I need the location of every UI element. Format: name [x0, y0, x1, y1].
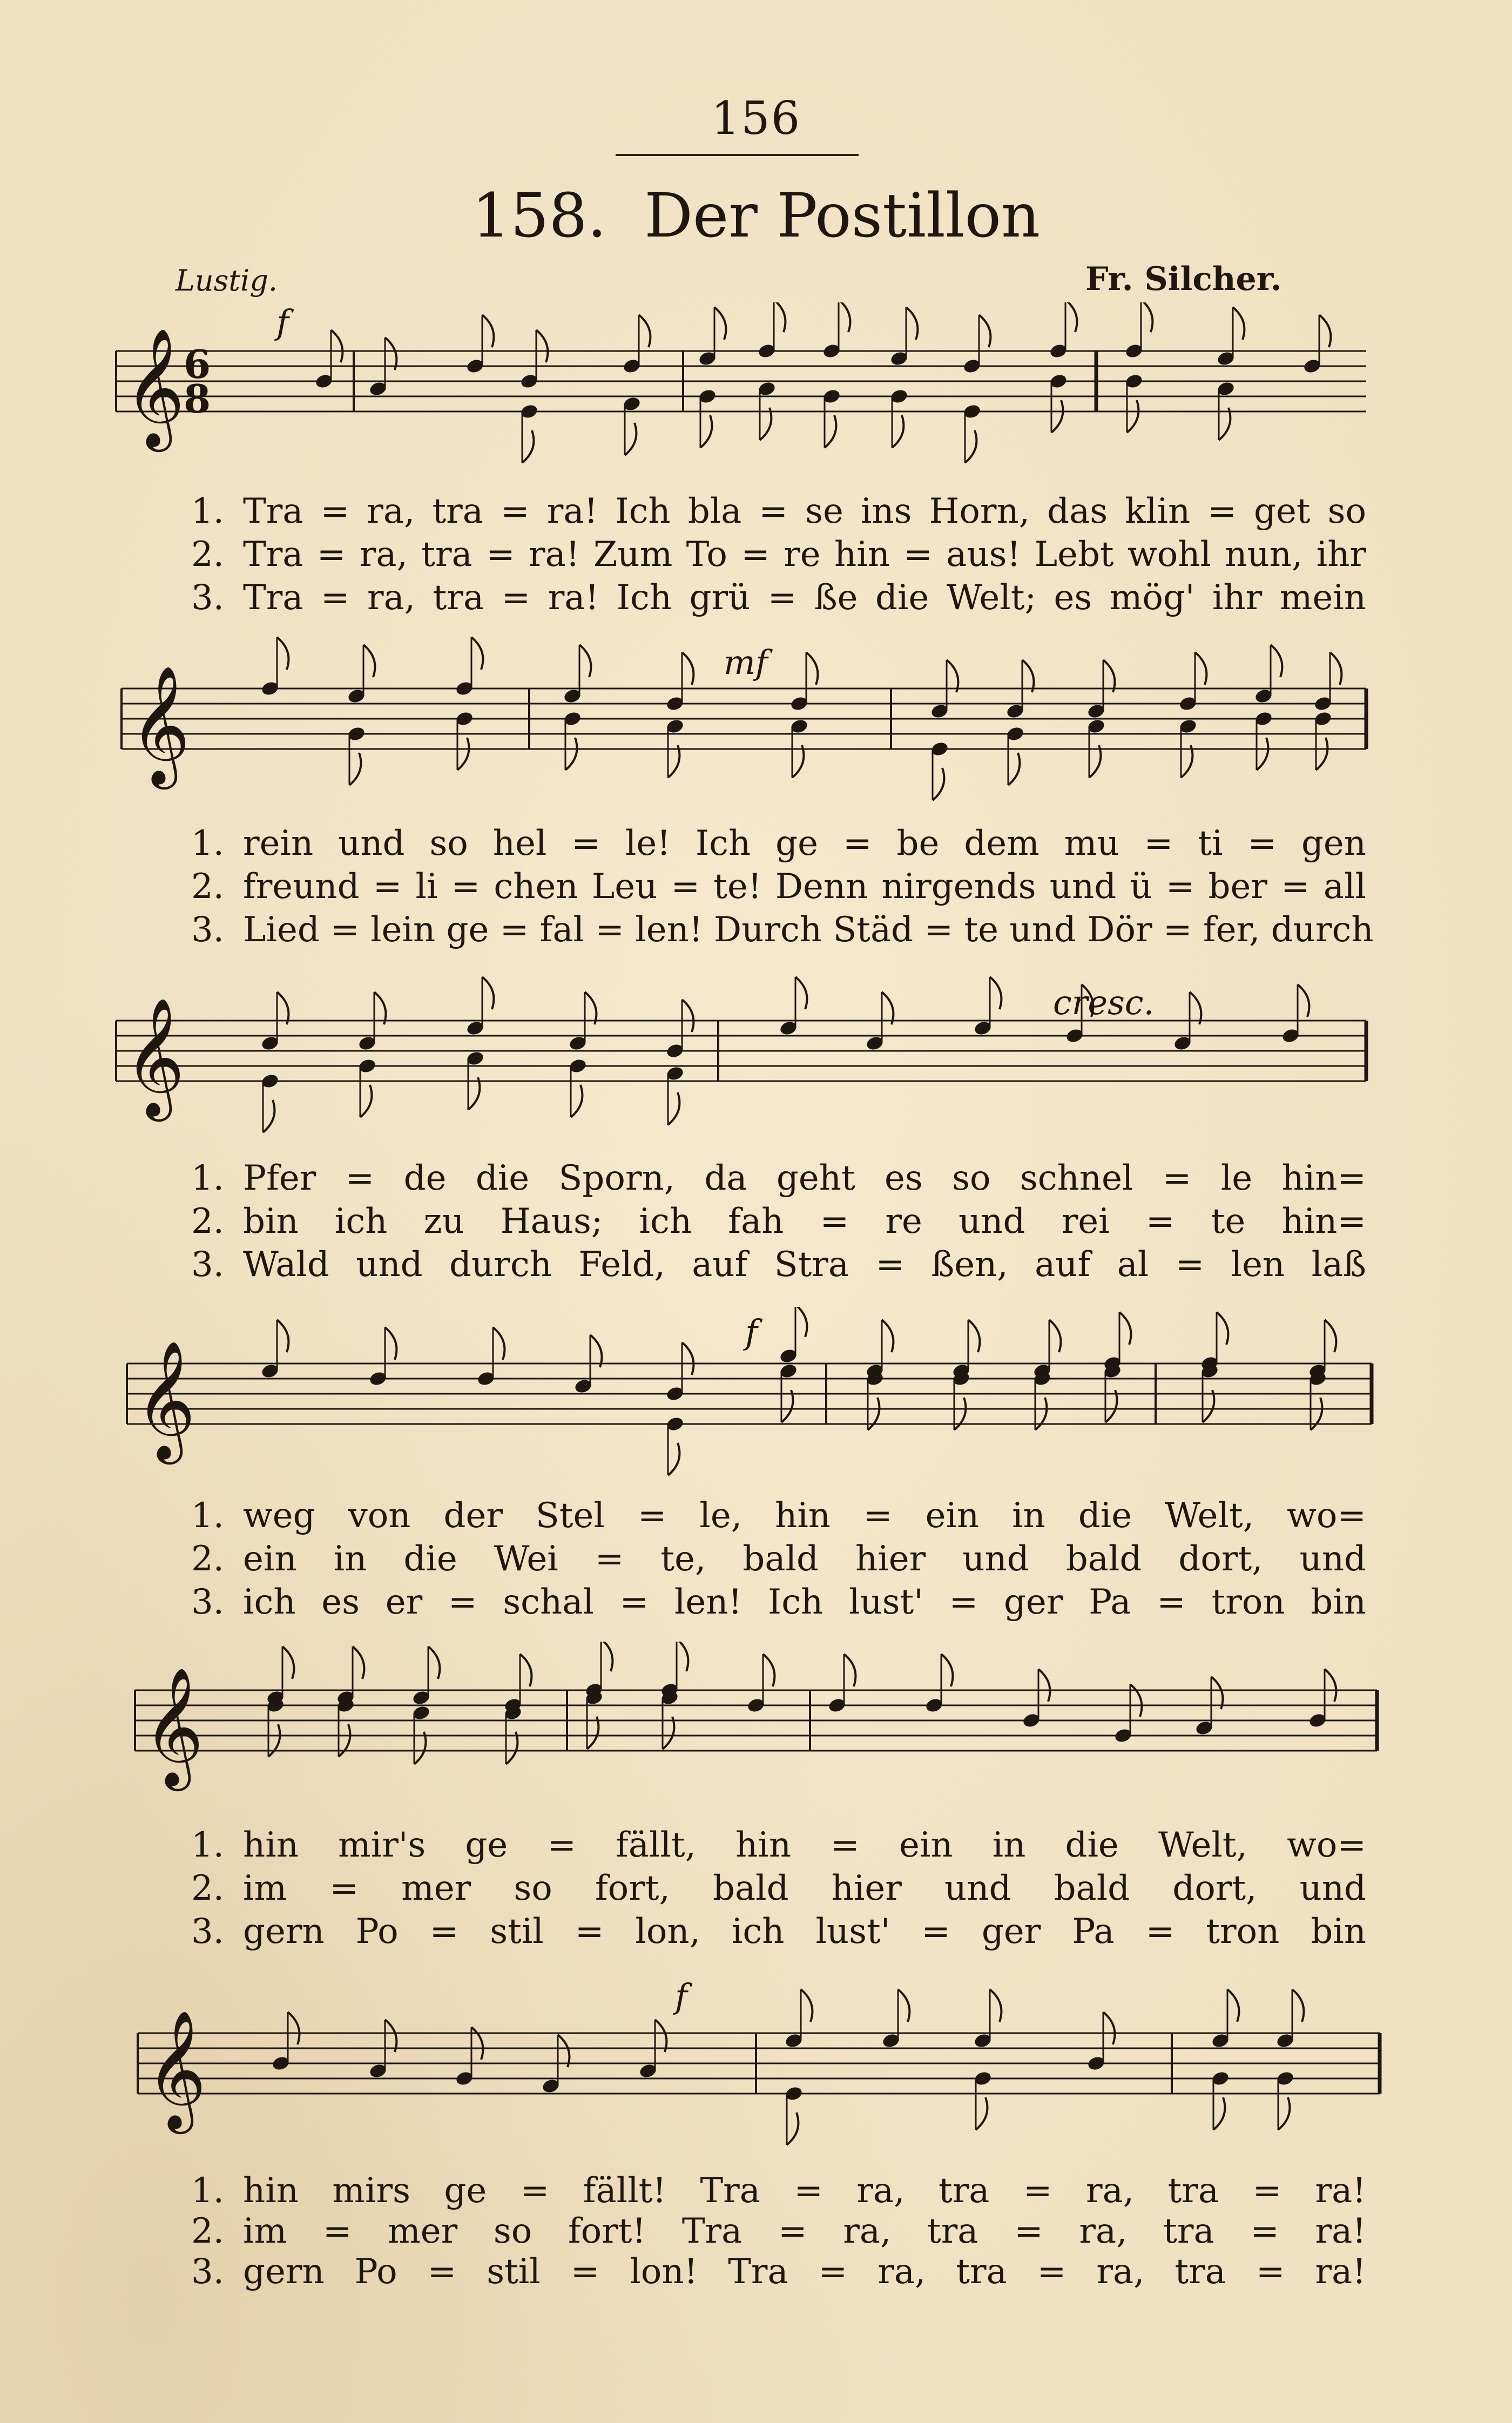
verse-number: 1. — [191, 1496, 224, 1536]
note-flag — [471, 2027, 483, 2060]
lyric-text: gern Po = stil = lon, ich lust' = ger Pa = tron bin — [243, 1912, 1366, 1952]
note-flag — [1089, 745, 1101, 778]
treble-clef-icon: 𝄞 — [130, 665, 191, 784]
lyric-line-verse-1 — [0, 1825, 1512, 1868]
note-flag — [339, 1724, 350, 1757]
note-flag — [428, 1646, 440, 1679]
lyric-line-verse-3 — [0, 578, 1512, 621]
note-flag — [806, 652, 818, 685]
note-flag — [263, 1100, 274, 1132]
note-flag — [1038, 1669, 1050, 1702]
verse-number: 3. — [191, 2252, 224, 2292]
note-flag — [882, 1320, 893, 1352]
note-flag — [268, 1724, 280, 1757]
note-flag — [288, 2012, 299, 2044]
lyric-text: gern Po = stil = lon! Tra = ra, tra = ra, tra = ra! — [243, 2252, 1366, 2292]
music-staff-3 — [0, 972, 1512, 1150]
note-flag — [668, 745, 679, 778]
note-flag — [663, 1717, 674, 1749]
note-flag — [536, 330, 548, 362]
note-flag — [868, 1398, 879, 1430]
note-flag — [954, 1398, 966, 1430]
note-flag — [898, 1989, 909, 2022]
lyric-text: Tra = ra, tra = ra! Zum To = re hin = aus! Lebt wohl nun, ihr — [243, 535, 1366, 575]
lyric-text: weg von der Stel = le, hin = ein in die Welt, wo= — [243, 1496, 1366, 1536]
music-system-3 — [0, 972, 1512, 1285]
note-flag — [714, 307, 726, 340]
note-flag — [682, 652, 693, 685]
note-flag — [844, 1654, 855, 1686]
verse-number: 2. — [191, 535, 224, 575]
note-flag — [520, 1654, 531, 1686]
note-flag — [457, 738, 469, 770]
music-staff-5 — [0, 1642, 1512, 1820]
verse-number: 3. — [191, 910, 224, 950]
note-flag — [668, 1443, 679, 1475]
note-flag — [385, 338, 396, 370]
note-flag — [965, 430, 976, 463]
music-system-5 — [0, 1642, 1512, 1952]
note-flag — [839, 302, 850, 332]
note-flag — [1271, 645, 1282, 677]
note-flag — [385, 2020, 396, 2052]
lyric-line-verse-2 — [0, 867, 1512, 910]
lyric-text: Pfer = de die Sporn, da geht es so schnel = le hin= — [243, 1158, 1366, 1198]
note-flag — [331, 330, 342, 362]
note-flag — [522, 430, 534, 463]
verse-number: 1. — [191, 1158, 224, 1198]
tempo-marking: Lustig. — [176, 264, 278, 298]
note-flag — [639, 315, 650, 347]
song-heading — [0, 181, 1512, 251]
note-flag — [1127, 400, 1138, 433]
composer-credit: Fr. Silcher. — [1085, 260, 1282, 298]
lyric-line-verse-2 — [0, 1202, 1512, 1245]
lyric-line-verse-2 — [0, 535, 1512, 578]
lyric-line-verse-1 — [0, 2171, 1512, 2214]
note-flag — [601, 1642, 612, 1671]
song-title: Der Postillon — [644, 181, 1041, 251]
treble-clef-icon: 𝄞 — [124, 327, 185, 447]
music-system-1 — [0, 302, 1512, 618]
lyric-text: rein und so hel = le! Ich ge = be dem mu = ti = gen — [243, 824, 1366, 863]
lyric-text: im = mer so fort! Tra = ra, tra = ra, tra = ra! — [243, 2211, 1366, 2251]
note-flag — [792, 745, 804, 778]
note-flag — [1233, 307, 1244, 340]
note-flag — [482, 977, 494, 1009]
verse-number: 2. — [191, 1202, 224, 1241]
lyric-line-verse-1 — [0, 824, 1512, 867]
lyric-line-verse-1 — [0, 491, 1512, 535]
dynamic-marking: f — [745, 1312, 758, 1352]
note-flag — [1051, 400, 1063, 433]
note-flag — [1035, 1398, 1047, 1430]
dynamic-marking: mf — [724, 643, 768, 682]
note-flag — [277, 1320, 288, 1352]
note-flag — [968, 1320, 980, 1352]
note-flag — [1195, 652, 1206, 685]
note-flag — [1105, 1390, 1117, 1422]
lyric-text: ich es er = schal = len! Ich lust' = ger Pa = tron bin — [243, 1582, 1366, 1622]
note-flag — [1217, 1312, 1228, 1345]
note-flag — [1103, 660, 1115, 692]
note-flag — [979, 315, 990, 347]
page-number-rule — [616, 154, 859, 156]
dynamic-marking: cresc. — [1053, 983, 1155, 1022]
verse-number: 1. — [191, 824, 224, 863]
note-flag — [353, 1646, 364, 1679]
note-flag — [585, 992, 596, 1024]
note-flag — [482, 315, 494, 347]
lyric-text: hin mir's ge = fällt, hin = ein in die Welt, wo= — [243, 1825, 1366, 1865]
verse-number: 2. — [191, 1539, 224, 1579]
note-flag — [990, 1989, 1001, 2022]
note-flag — [781, 1390, 793, 1422]
lyric-line-verse-1 — [0, 1496, 1512, 1539]
note-flag — [947, 660, 958, 692]
lyric-line-verse-3 — [0, 1245, 1512, 1288]
lyric-text: ein in die Wei = te, bald hier und bald dort, und — [243, 1539, 1366, 1579]
note-flag — [882, 992, 893, 1024]
lyric-line-verse-3 — [0, 1582, 1512, 1625]
note-flag — [1257, 738, 1268, 770]
lyric-text: Tra = ra, tra = ra! Ich bla = se ins Horn, das klin = get so — [243, 491, 1366, 531]
note-flag — [1103, 2012, 1115, 2044]
note-flag — [825, 415, 836, 448]
page-number: 156 — [711, 92, 801, 145]
note-flag — [277, 992, 288, 1024]
note-flag — [774, 302, 785, 332]
verse-number: 2. — [191, 1868, 224, 1908]
dynamic-marking: f — [276, 302, 289, 342]
lyric-text: Wald und durch Feld, auf Stra = ßen, auf al = len laß — [243, 1245, 1366, 1285]
note-flag — [700, 415, 712, 448]
note-flag — [374, 992, 386, 1024]
note-flag — [941, 1654, 953, 1686]
verse-number: 2. — [191, 2211, 224, 2251]
lyric-text: im = mer so fort, bald hier und bald dort, und — [243, 1868, 1366, 1908]
dynamic-marking: f — [675, 1976, 687, 2016]
verse-number: 2. — [191, 867, 224, 907]
music-staff-6 — [0, 1976, 1512, 2160]
note-flag — [1278, 2097, 1290, 2130]
note-flag — [1325, 1320, 1336, 1352]
lyric-text: Tra = ra, tra = ra! Ich grü = ße die Welt; es mög' ihr mein — [243, 578, 1366, 618]
verse-number: 1. — [191, 491, 224, 531]
note-flag — [1325, 1669, 1336, 1702]
note-flag — [1065, 302, 1077, 332]
verse-number: 3. — [191, 1582, 224, 1622]
note-flag — [795, 977, 807, 1009]
note-flag — [1298, 984, 1309, 1017]
note-flag — [625, 423, 636, 455]
note-flag — [571, 1085, 582, 1117]
note-flag — [1141, 302, 1152, 332]
note-flag — [682, 1000, 693, 1032]
lyric-line-verse-3 — [0, 2252, 1512, 2295]
note-flag — [1319, 315, 1331, 347]
note-flag — [677, 1642, 688, 1671]
note-flag — [1219, 408, 1230, 440]
note-flag — [763, 1654, 774, 1686]
note-flag — [282, 1646, 294, 1679]
note-flag — [1203, 1390, 1214, 1422]
note-flag — [933, 768, 944, 800]
note-flag — [1330, 652, 1341, 685]
music-system-2 — [0, 632, 1512, 950]
lyric-text: freund = li = chen Leu = te! Denn nirgends und ü = ber = all — [243, 867, 1366, 907]
note-flag — [579, 645, 591, 677]
lyric-text: hin mirs ge = fällt! Tra = ra, tra = ra, tra = ra! — [243, 2171, 1366, 2211]
verse-number: 1. — [191, 2171, 224, 2211]
note-flag — [1130, 1684, 1142, 1717]
lyric-line-verse-2 — [0, 1539, 1512, 1582]
note-flag — [801, 1989, 812, 2022]
note-flag — [565, 738, 577, 770]
song-number: 158. — [471, 181, 607, 251]
note-flag — [760, 408, 771, 440]
note-flag — [363, 645, 375, 677]
verse-number: 3. — [191, 578, 224, 618]
note-flag — [1049, 1320, 1061, 1352]
treble-clef-icon: 𝄞 — [124, 997, 185, 1116]
note-flag — [506, 1732, 517, 1764]
time-signature-denominator: 8 — [183, 376, 211, 422]
note-flag — [976, 2097, 987, 2130]
note-flag — [414, 1732, 426, 1764]
time-signature-numerator: 6 — [183, 341, 211, 387]
note-flag — [493, 1327, 504, 1360]
verse-number: 3. — [191, 1245, 224, 1285]
note-flag — [349, 753, 361, 785]
note-flag — [468, 1077, 480, 1110]
note-flag — [1292, 1989, 1304, 2022]
note-flag — [1311, 1398, 1322, 1430]
verse-number: 3. — [191, 1912, 224, 1952]
lyric-line-verse-3 — [0, 910, 1512, 953]
note-flag — [1211, 1677, 1223, 1709]
note-flag — [668, 1092, 679, 1125]
note-flag — [1022, 660, 1034, 692]
note-flag — [990, 977, 1001, 1009]
note-flag — [1190, 992, 1201, 1024]
note-flag — [558, 2035, 569, 2067]
note-flag — [682, 1342, 693, 1375]
lyric-line-verse-2 — [0, 2211, 1512, 2255]
note-flag — [590, 1335, 602, 1367]
note-flag — [655, 2020, 666, 2052]
lyric-line-verse-1 — [0, 1158, 1512, 1202]
note-flag — [1316, 738, 1327, 770]
treble-clef-icon: 𝄞 — [135, 1340, 196, 1459]
note-flag — [795, 1307, 807, 1337]
note-flag — [277, 637, 288, 670]
note-flag — [1213, 2097, 1225, 2130]
note-flag — [1181, 745, 1192, 778]
music-system-6 — [0, 1976, 1512, 2290]
note-flag — [1227, 1989, 1239, 2022]
treble-clef-icon: 𝄞 — [146, 2009, 207, 2129]
note-flag — [892, 415, 903, 448]
lyric-text: Lied = lein ge = fal = len! Durch Städ = te und Dör = fer, durch — [243, 910, 1374, 950]
music-system-4 — [0, 1307, 1512, 1622]
lyric-line-verse-2 — [0, 1868, 1512, 1912]
note-flag — [1119, 1312, 1131, 1345]
lyric-line-verse-3 — [0, 1912, 1512, 1955]
note-flag — [360, 1085, 372, 1117]
note-flag — [471, 637, 483, 670]
treble-clef-icon: 𝄞 — [143, 1666, 204, 1786]
note-flag — [1008, 753, 1020, 785]
lyric-text: bin ich zu Haus; ich fah = re und rei = te hin= — [243, 1202, 1366, 1241]
note-flag — [385, 1327, 396, 1360]
note-flag — [906, 307, 917, 340]
note-flag — [787, 2112, 798, 2145]
music-staff-1 — [0, 302, 1512, 481]
verse-number: 1. — [191, 1825, 224, 1865]
note-flag — [587, 1717, 598, 1749]
